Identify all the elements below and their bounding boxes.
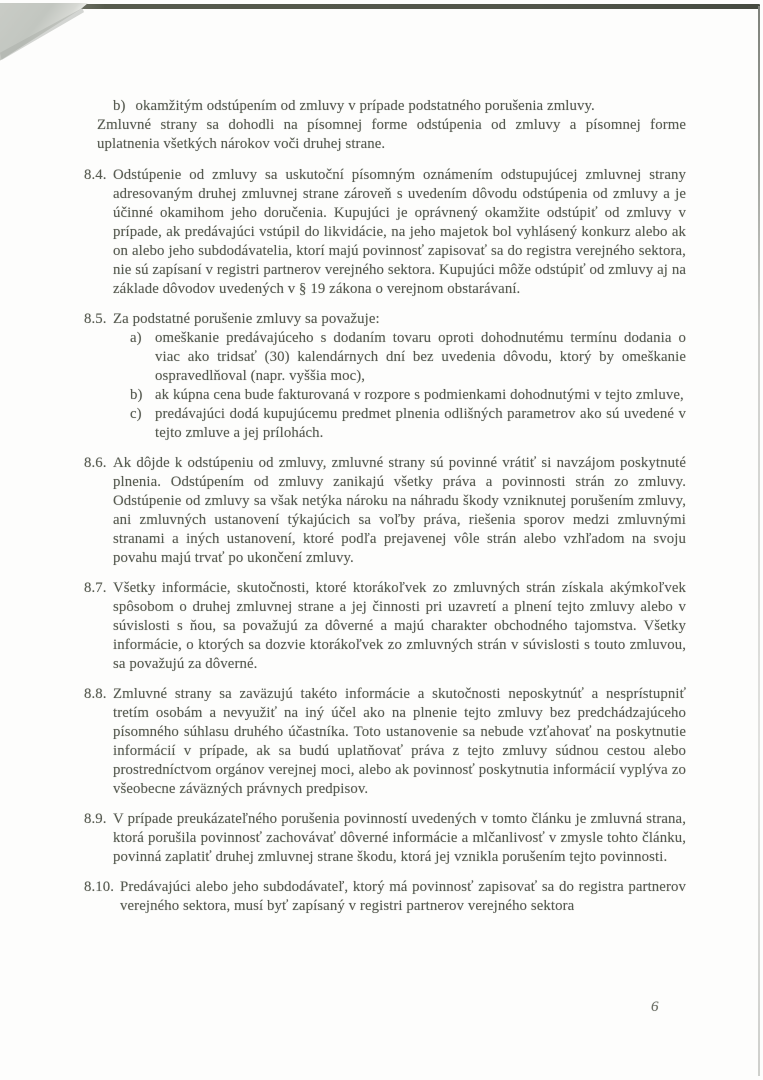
section-text: Predávajúci alebo jeho subdodávateľ, ktorý má povinnosť zapisovať sa do registra partnerov verejného sektora, musí byť zapísaný v registri partnerov verejného sektora (120, 879, 686, 914)
page-number: 6 (651, 999, 659, 1015)
section-8-9 (84, 810, 686, 867)
section-number: 8.9. (84, 811, 107, 827)
section-text: Ak dôjde k odstúpeniu od zmluvy, zmluvné strany sú povinné vrátiť si navzájom poskytnuté plnenia. Odstúpením od zmluvy zanikajú všetky práva a povinnosti strán zo zmluvy. Odstúpenie od zmluvy sa však netýka nároku na náhradu škody vzniknutej porušením zmluvy, ani zmluvných ustanovení týkajúcich sa voľby práva, riešenia sporov medzi zmluvnými stranami a iných ustanovení, ktoré podľa prejavenej vôle strán alebo vzhľadom na svoju povahu majú trvať po ukončení zmluvy. (113, 455, 686, 566)
list-item-b (130, 386, 686, 405)
clause-b-label: b) (113, 98, 126, 114)
section-8-4 (84, 166, 686, 299)
list-item-text: predávajúci dodá kupujúcemu predmet plnenia odlišných parametrov ako sú uvedené v tejto zmluve a jej prílohách. (155, 406, 686, 441)
list-item-label: a) (130, 330, 142, 346)
section-number: 8.10. (84, 879, 115, 895)
list-item-c (130, 405, 686, 443)
scan-top-edge-line (16, 4, 760, 9)
contract-page (84, 97, 686, 927)
scan-right-edge-line (758, 6, 760, 1076)
section-body (113, 310, 686, 443)
section-number: 8.7. (84, 580, 107, 596)
list-item-label: c) (130, 406, 142, 422)
section-8-10 (84, 878, 686, 916)
clause-b-text: okamžitým odstúpením od zmluvy v prípade podstatného porušenia zmluvy. (135, 98, 595, 114)
section-8-5 (84, 310, 686, 443)
list-item-a (130, 329, 686, 386)
section-number: 8.8. (84, 686, 107, 702)
list-item-text: ak kúpna cena bude fakturovaná v rozpore s podmienkami dohodnutými v tejto zmluve, (155, 387, 684, 403)
section-number: 8.5. (84, 311, 107, 327)
section-text: Zmluvné strany sa zaväzujú takéto informácie a skutočnosti neposkytnúť a nesprístupniť tretím osobám a nevyužiť na iný účel ako na plnenie tejto zmluvy bez predchádzajúceho písomného súhlasu druhého účastníka. Toto ustanovenie sa nebude vzťahovať na poskytnutie informácií v prípade, ak sa budú uplatňovať práva z tejto zmluvy súdnou cestou alebo prostredníctvom orgánov verejnej moci, alebo ak povinnosť poskytnutia informácií vyplýva zo všeobecne záväzných právnych predpisov. (113, 686, 686, 797)
section-number: 8.4. (84, 167, 107, 183)
section-8-8 (84, 685, 686, 799)
section-lead: Za podstatné porušenie zmluvy sa považuje: (113, 311, 380, 327)
section-8-6 (84, 454, 686, 568)
list-item-label: b) (130, 387, 143, 403)
section-number: 8.6. (84, 455, 107, 471)
list-item-text: omeškanie predávajúceho s dodaním tovaru oproti dohodnutému termínu dodania o viac ako tridsať (30) kalendárnych dní bez uvedenia dôvodu, ktorý by omeškanie ospravedlňoval (napr. vyššia moc), (155, 330, 686, 384)
section-text: Odstúpenie od zmluvy sa uskutoční písomným oznámením odstupujúcej zmluvnej strany adresovaným druhej zmluvnej strane zároveň s uvedením dôvodu odstúpenia od zmluvy a je účinné okamihom jeho doručenia. Kupujúci je oprávnený okamžite odstúpiť od zmluvy v prípade, ak predávajúci vstúpil do likvidácie, na jeho majetok bol vyhlásený konkurz alebo ak on alebo jeho subdodávatelia, ktorí majú povinnosť zapisovať sa do registra verejného sektora, nie sú zapísaní v registri partnerov verejného sektora. Kupujúci môže odstúpiť od zmluvy aj na základe dôvodov uvedených v § 19 zákona o verejnom obstarávaní. (113, 167, 686, 297)
clause-b-paragraph (84, 97, 686, 154)
clause-b-continuation: Zmluvné strany sa dohodli na písomnej forme odstúpenia od zmluvy a písomnej forme uplatnenia všetkých nárokov voči druhej strane. (97, 117, 686, 152)
section-8-7 (84, 579, 686, 674)
section-text: V prípade preukázateľného porušenia povinností uvedených v tomto článku je zmluvná strana, ktorá porušila povinnosť zachovávať dôverné informácie a mlčanlivosť v zmysle tohto článku, povinná zaplatiť druhej zmluvnej strane škodu, ktorá jej vznikla porušením tejto povinnosti. (113, 811, 686, 865)
section-text: Všetky informácie, skutočnosti, ktoré ktorákoľvek zo zmluvných strán získala akýmkoľvek spôsobom o druhej zmluvnej strane a jej činnosti pri uzavretí a plnení tejto zmluvy alebo v súvislosti s ňou, sa považujú za dôverné a majú charakter obchodného tajomstva. Všetky informácie, o ktorých sa dozvie ktorákoľvek zo zmluvných strán v súvislosti s touto zmluvou, sa považujú za dôverné. (113, 580, 686, 672)
clause-b-first-line (113, 97, 686, 116)
